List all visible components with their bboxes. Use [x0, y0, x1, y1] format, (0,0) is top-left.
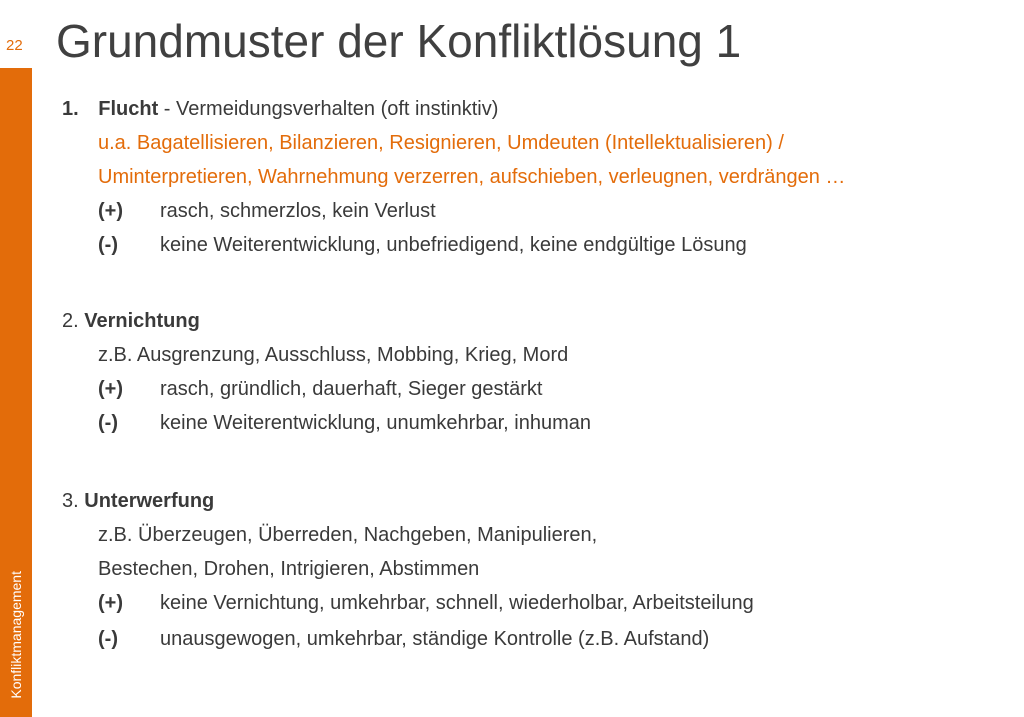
section-1-example-1: u.a. Bagatellisieren, Bilanzieren, Resignieren, Umdeuten (Intellektualisieren) /	[98, 132, 784, 154]
side-label-text: Konfliktmanagement	[8, 571, 24, 699]
minus-tag: (-)	[98, 412, 118, 434]
plus-text: keine Vernichtung, umkehrbar, schnell, wiederholbar, Arbeitsteilung	[160, 592, 754, 614]
section-number: 3.	[62, 490, 79, 512]
section-1-example-2: Uminterpretieren, Wahrnehmung verzerren, aufschieben, verleugnen, verdrängen …	[98, 166, 846, 188]
section-1-plus	[98, 198, 436, 224]
minus-tag: (-)	[98, 628, 118, 650]
section-number: 1.	[62, 98, 79, 120]
minus-text: keine Weiterentwicklung, unumkehrbar, inhuman	[160, 412, 591, 434]
plus-tag: (+)	[98, 378, 123, 400]
section-2-plus	[98, 376, 542, 402]
section-2-minus	[98, 410, 591, 436]
section-heading: Unterwerfung	[84, 490, 215, 512]
section-2-example-1: z.B. Ausgrenzung, Ausschluss, Mobbing, Krieg, Mord	[98, 344, 569, 366]
minus-text: keine Weiterentwicklung, unbefriedigend, keine endgültige Lösung	[160, 234, 747, 256]
section-3-plus	[98, 590, 754, 616]
section-number: 2.	[62, 310, 79, 332]
plus-tag: (+)	[98, 592, 123, 614]
section-3-example-1: z.B. Überzeugen, Überreden, Nachgeben, Manipulieren,	[98, 524, 598, 546]
section-3-example-2: Bestechen, Drohen, Intrigieren, Abstimmen	[98, 558, 480, 580]
section-3-heading	[62, 488, 214, 514]
page-title: Grundmuster der Konfliktlösung 1	[56, 15, 742, 67]
section-3-minus	[98, 626, 709, 652]
section-heading: Flucht	[98, 98, 159, 120]
plus-tag: (+)	[98, 200, 123, 222]
side-bar	[0, 68, 32, 717]
plus-text: rasch, schmerzlos, kein Verlust	[160, 200, 436, 222]
section-heading: Vernichtung	[84, 310, 200, 332]
section-heading-suffix: - Vermeidungsverhalten (oft instinktiv)	[158, 98, 499, 120]
side-label	[4, 68, 28, 717]
minus-text: unausgewogen, umkehrbar, ständige Kontrolle (z.B. Aufstand)	[160, 628, 710, 650]
page-number: 22	[6, 37, 23, 54]
plus-text: rasch, gründlich, dauerhaft, Sieger gestärkt	[160, 378, 543, 400]
section-2-heading	[62, 308, 200, 334]
section-1-heading	[62, 96, 498, 122]
section-1-minus	[98, 232, 747, 258]
minus-tag: (-)	[98, 234, 118, 256]
